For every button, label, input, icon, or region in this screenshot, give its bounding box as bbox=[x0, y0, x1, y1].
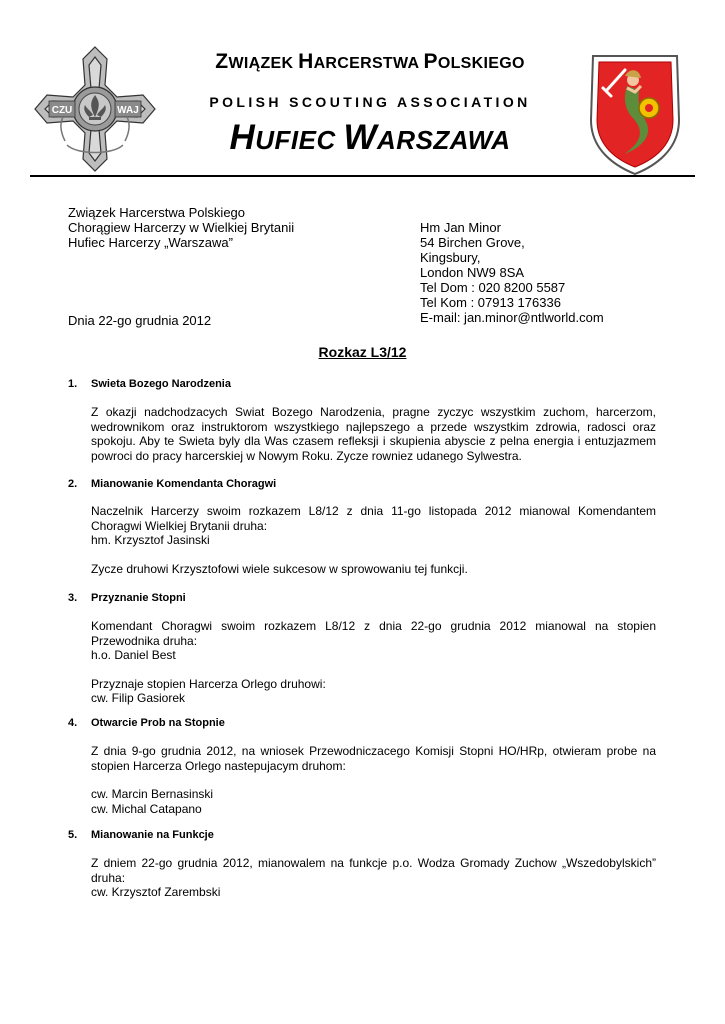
recipient-line: Hm Jan Minor bbox=[420, 220, 501, 235]
section-number: 2. bbox=[68, 478, 78, 490]
appointee-name: cw. Marcin Bernasinski bbox=[91, 787, 214, 801]
appointee-name: h.o. Daniel Best bbox=[91, 648, 176, 662]
recipient-address bbox=[420, 220, 604, 325]
sender-line: Chorągiew Harcerzy w Wielkiej Brytanii bbox=[68, 220, 295, 235]
section-number: 4. bbox=[68, 717, 78, 729]
section-title: Swieta Bozego Narodzenia bbox=[91, 378, 231, 390]
recipient-line: Tel Kom : 07913 176336 bbox=[420, 295, 561, 310]
section-title: Mianowanie na Funkcje bbox=[91, 829, 214, 841]
section-paragraph: Przyznaje stopien Harcerza Orlego druhowi: bbox=[91, 676, 326, 691]
scout-cross-icon bbox=[33, 45, 157, 173]
order-title: Rozkaz L3/12 bbox=[318, 344, 407, 360]
unit-title: HUFIEC WARSZAWA bbox=[229, 118, 511, 157]
section-paragraph: Naczelnik Harcerzy swoim rozkazem L8/12 z dnia 11-go listopada 2012 mianowal Komendantem Choragwi Wielkiej Brytanii druha: bbox=[91, 504, 656, 533]
section-paragraph: Z okazji nadchodzacych Swiat Bozego Narodzenia, pragne zyczyc wszystkim zuchom, harcerzom, wedrownikom oraz instruktorom wszystkiego najlepszego a przede wszystkim zdrowia, radosci oraz spokoju. Aby te Swieta byly dla Was czasem refleksji i skupienia abyscie z pelna energia i entuzjazmem powroci do pracy harcerskiej w Nowym Roku. Zycze rowniez udanego Sylwestra. bbox=[91, 405, 656, 463]
appointee-name: hm. Krzysztof Jasinski bbox=[91, 533, 210, 547]
section-body bbox=[91, 744, 656, 816]
document-date: Dnia 22-go grudnia 2012 bbox=[68, 313, 212, 328]
emblem-text-right: WAJ bbox=[117, 105, 139, 116]
section-body bbox=[91, 619, 656, 706]
section-title: Mianowanie Komendanta Choragwi bbox=[91, 478, 277, 490]
section-paragraph: Zycze druhowi Krzysztofowi wiele sukcesow w sprowowaniu tej funkcji. bbox=[91, 561, 468, 576]
organization-subtitle: POLISH SCOUTING ASSOCIATION bbox=[209, 94, 531, 110]
section-number: 5. bbox=[68, 829, 78, 841]
sender-address bbox=[68, 205, 294, 250]
recipient-line: Kingsbury, bbox=[420, 250, 481, 265]
section-paragraph: Komendant Choragwi swoim rozkazem L8/12 z dnia 22-go grudnia 2012 mianowal na stopien Przewodnika druha: bbox=[91, 619, 656, 648]
recipient-line: London NW9 8SA bbox=[420, 265, 525, 280]
emblem-text-left: CZU bbox=[51, 105, 73, 116]
section-body bbox=[91, 405, 656, 463]
recipient-line: 54 Birchen Grove, bbox=[420, 235, 525, 250]
warsaw-mermaid-crest-icon bbox=[585, 50, 685, 176]
section-paragraph: Z dniem 22-go grudnia 2012, mianowalem na funkcje p.o. Wodza Gromady Zuchow „Wszedobylskich” druha: bbox=[91, 856, 656, 885]
section-number: 1. bbox=[68, 378, 78, 390]
sender-line: Hufiec Harcerzy „Warszawa” bbox=[68, 235, 233, 250]
recipient-email: E-mail: jan.minor@ntlworld.com bbox=[420, 310, 604, 325]
appointee-name: cw. Krzysztof Zarembski bbox=[91, 885, 221, 899]
section-paragraph: Z dnia 9-go grudnia 2012, na wniosek Przewodniczacego Komisji Stopni HO/HRp, otwieram probe na stopien Harcerza Orlego nastepujacym druhom: bbox=[91, 744, 656, 773]
header-divider bbox=[30, 175, 695, 177]
section-title: Otwarcie Prob na Stopnie bbox=[91, 717, 225, 729]
appointee-name: cw. Michal Catapano bbox=[91, 801, 202, 816]
section-title: Przyznanie Stopni bbox=[91, 592, 186, 604]
section-body bbox=[91, 504, 656, 576]
appointee-name: cw. Filip Gasiorek bbox=[91, 691, 186, 705]
section-body bbox=[91, 856, 656, 900]
sender-line: Związek Harcerstwa Polskiego bbox=[68, 205, 246, 220]
recipient-line: Tel Dom : 020 8200 5587 bbox=[420, 280, 566, 295]
section-number: 3. bbox=[68, 592, 78, 604]
organization-title: ZWIĄZEK HARCERSTWA POLSKIEGO bbox=[215, 50, 525, 73]
